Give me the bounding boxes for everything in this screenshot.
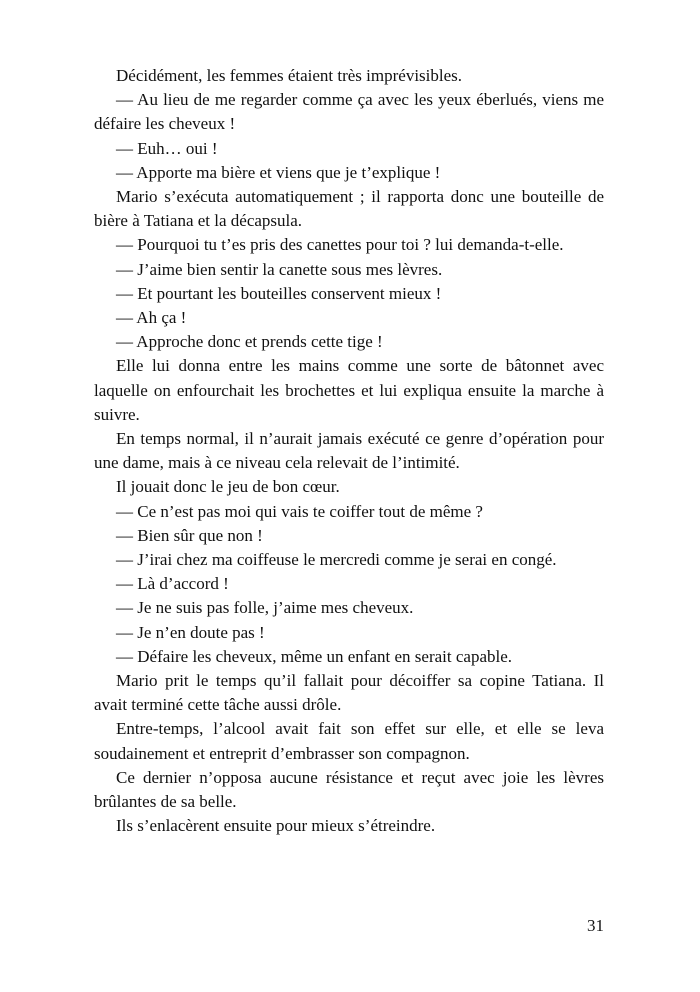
page-number: 31 [587, 916, 604, 935]
paragraph-15: — Bien sûr que non ! [116, 525, 263, 545]
paragraph-21: Mario prit le temps qu’il fallait pour décoiffer sa copine Tatiana. Il avait terminé cette tâche aussi drôle. [94, 671, 604, 715]
paragraph-6: — Pourquoi tu t’es pris des canettes pour toi ? lui demanda-t-elle. [116, 235, 564, 255]
paragraph-11: Elle lui donna entre les mains comme une sorte de bâtonnet avec laquelle on enfourchait les brochettes et lui expliqua ensuite la marche à suivre. [94, 356, 604, 424]
paragraph-24: Ils s’enlacèrent ensuite pour mieux s’étreindre. [116, 816, 436, 836]
paragraph-5: Mario s’exécuta automatiquement ; il rapporta donc une bouteille de bière à Tatiana et la décapsula. [94, 187, 604, 231]
paragraph-20: — Défaire les cheveux, même un enfant en serait capable. [116, 646, 513, 666]
paragraph-19: — Je n’en doute pas ! [116, 622, 265, 642]
paragraph-7: — J’aime bien sentir la canette sous mes lèvres. [116, 259, 443, 279]
paragraph-16: — J’irai chez ma coiffeuse le mercredi comme je serai en congé. [116, 550, 557, 570]
paragraph-18: — Je ne suis pas folle, j’aime mes cheveux. [116, 598, 414, 618]
paragraph-22: Entre-temps, l’alcool avait fait son effet sur elle, et elle se leva soudainement et entreprit d’embrasser son compagnon. [94, 719, 604, 763]
body-text [94, 64, 604, 839]
paragraph-8: — Et pourtant les bouteilles conservent mieux ! [116, 283, 442, 303]
paragraph-17: — Là d’accord ! [116, 574, 229, 594]
paragraph-1: Décidément, les femmes étaient très imprévisibles. [116, 66, 463, 85]
paragraph-23: Ce dernier n’opposa aucune résistance et reçut avec joie les lèvres brûlantes de sa belle. [94, 767, 604, 812]
paragraph-4: — Apporte ma bière et viens que je t’explique ! [116, 162, 441, 182]
paragraph-9: — Ah ça ! [116, 308, 187, 328]
paragraph-2: — Au lieu de me regarder comme ça avec les yeux éberlués, viens me défaire les cheveux ! [94, 90, 604, 134]
paragraph-3: — Euh… oui ! [116, 138, 218, 158]
paragraph-14: — Ce n’est pas moi qui vais te coiffer tout de même ? [116, 501, 483, 521]
paragraph-13: Il jouait donc le jeu de bon cœur. [116, 477, 340, 497]
paragraph-12: En temps normal, il n’aurait jamais exécuté ce genre d’opération pour une dame, mais à ce niveau cela relevait de l’intimité. [94, 429, 604, 473]
paragraph-10: — Approche donc et prends cette tige ! [116, 332, 383, 352]
